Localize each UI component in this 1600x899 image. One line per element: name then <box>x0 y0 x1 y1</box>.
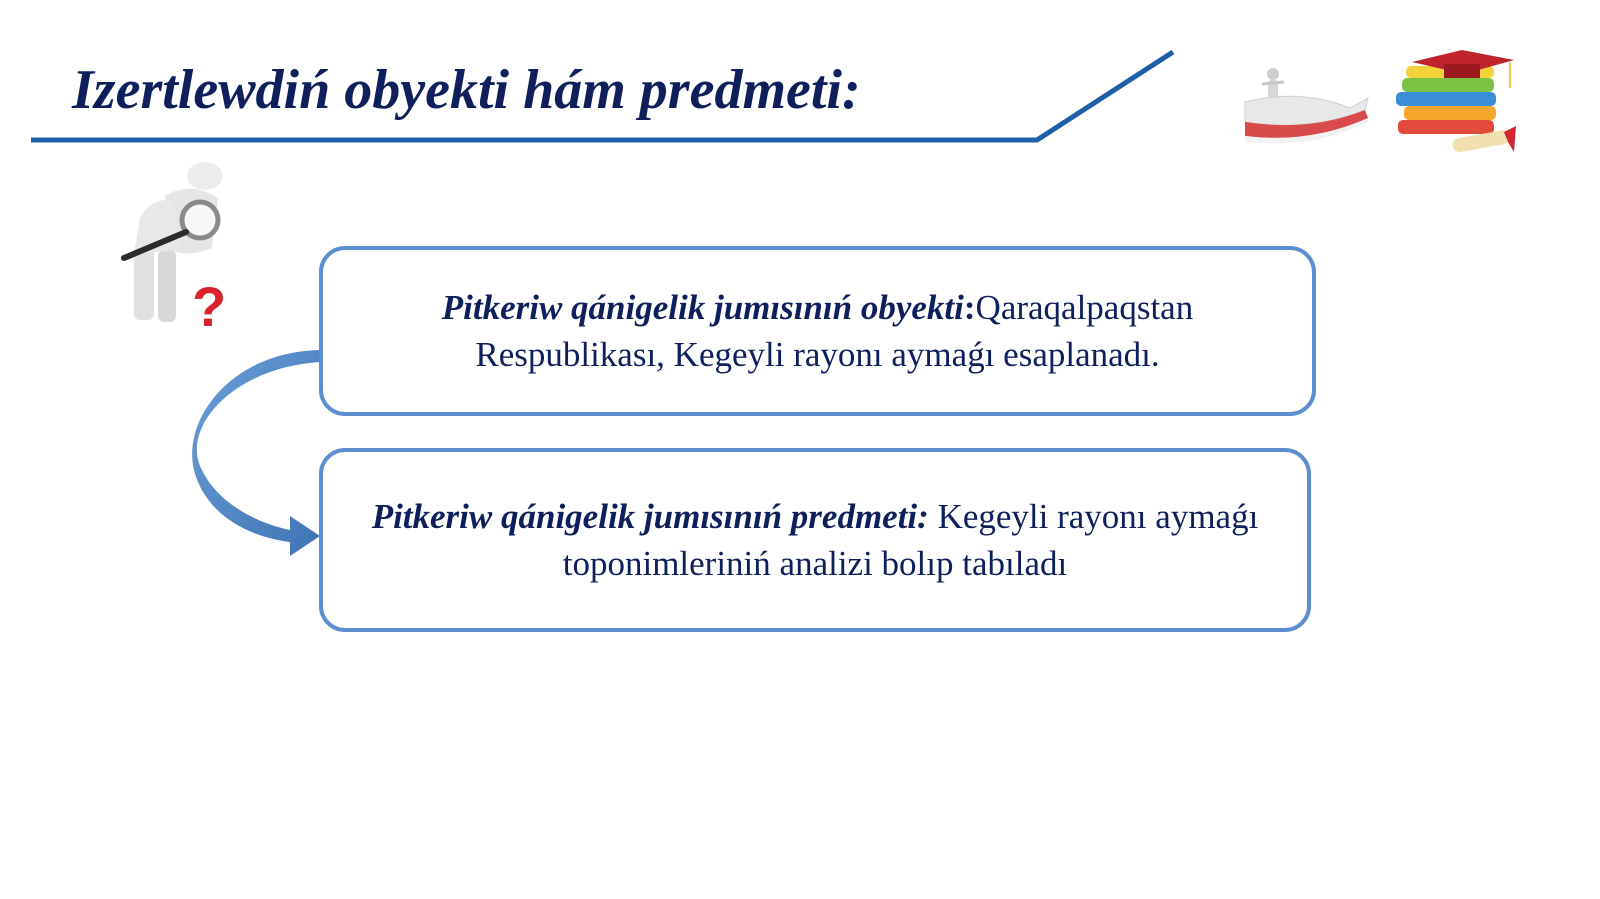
subject-paragraph <box>363 493 1267 588</box>
slide-title: Izertlewdiń obyekti hám predmeti: <box>72 59 861 121</box>
subject-text: Kegeyli rayonı aymaǵı toponimleriniń analizi bolıp tabıladı <box>562 496 1259 583</box>
object-paragraph <box>363 284 1272 379</box>
object-box <box>319 246 1316 416</box>
subject-separator <box>929 497 938 536</box>
svg-text:?: ? <box>192 275 227 338</box>
magnifier-figure-icon <box>110 158 240 338</box>
object-label: Pitkeriw qánigelik jumısınıń obyekti <box>441 287 964 327</box>
subject-box <box>319 448 1311 632</box>
graduation-books-icon <box>1392 48 1532 160</box>
book-figure-icon <box>1240 60 1380 160</box>
curved-arrow-icon <box>190 350 330 565</box>
object-text: Qaraqalpaqstan Respublikası, Kegeyli rayonı aymaǵı esaplanadı. <box>475 287 1194 374</box>
object-separator: : <box>963 287 976 327</box>
subject-label: Pitkeriw qánigelik jumısınıń predmeti: <box>371 496 929 536</box>
